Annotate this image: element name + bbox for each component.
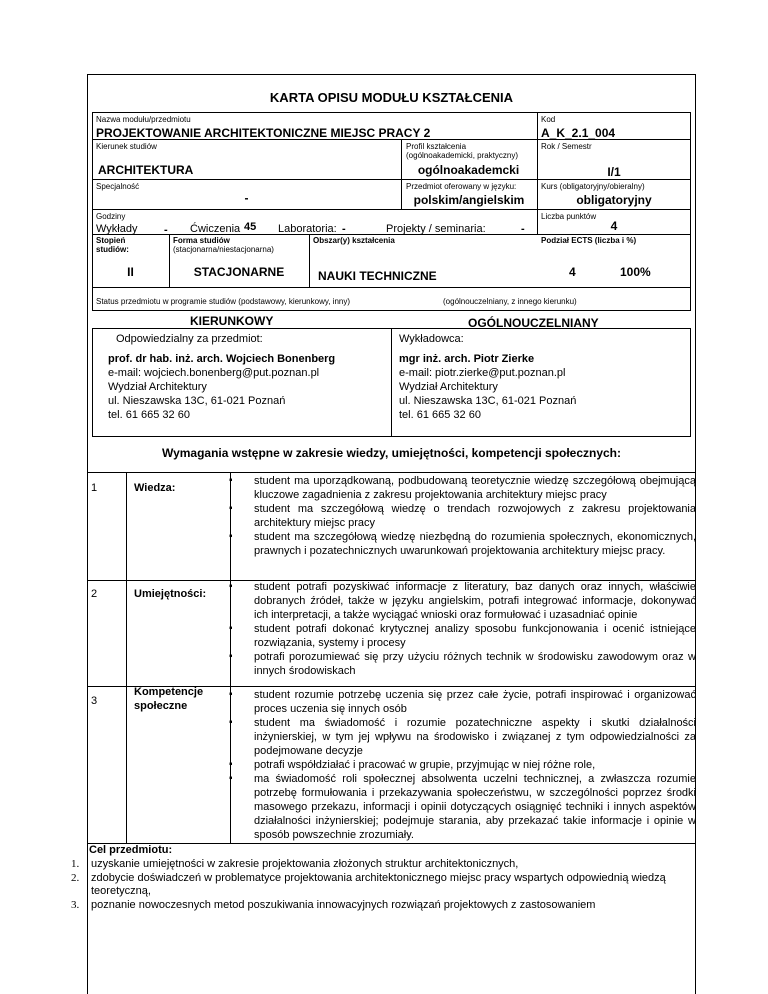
projects-label: Projekty / seminaria: bbox=[386, 223, 486, 235]
status-label: Status przedmiotu w programie studiów (podstawowy, kierunkowy, inny) bbox=[96, 297, 351, 306]
points-label: Liczba punktów bbox=[541, 212, 597, 221]
divider bbox=[92, 209, 691, 210]
req-row-1-list bbox=[236, 474, 696, 558]
degree-value: II bbox=[127, 265, 134, 279]
req-row-2-label: Umiejętności: bbox=[134, 588, 207, 600]
profile-value: ogólnoakademcki bbox=[417, 163, 520, 177]
points-value: 4 bbox=[610, 219, 618, 233]
goal-text: uzyskanie umiejętności w zakresie projektowania złożonych struktur architektonicznych, bbox=[91, 858, 519, 870]
req-row-3-list bbox=[236, 688, 696, 842]
page-title: KARTA OPISU MODUŁU KSZTAŁCENIA bbox=[269, 90, 514, 105]
list-item: ▪ potrafi porozumiewać się przy użyciu różnych technik w środowisku zawodowym oraz w innych środowiskach bbox=[236, 650, 696, 678]
year-value: I/1 bbox=[607, 165, 621, 179]
module-code-value: A_K_2.1_004 bbox=[541, 126, 616, 140]
status-label-2: (ogólnouczelniany, z innego kierunku) bbox=[443, 297, 577, 306]
lab-value: - bbox=[342, 223, 346, 235]
form-label-2: (stacjonarna/niestacjonarna) bbox=[173, 245, 274, 254]
exercises-label: Ćwiczenia bbox=[190, 223, 241, 235]
list-item: ▪ potrafi współdziałać i pracować w grupie, przyjmując w niej różne role, bbox=[236, 758, 696, 772]
responsible-name: prof. dr hab. inż. arch. Wojciech Bonenberg bbox=[108, 353, 336, 365]
lecturer-email: e-mail: piotr.zierke@put.poznan.pl bbox=[399, 367, 566, 379]
form-value: STACJONARNE bbox=[193, 265, 285, 279]
list-item: ▪ student ma szczegółową wiedzę o trendach rozwojowych z zakresu projektowania architektury miejsc pracy bbox=[236, 502, 696, 530]
req-row-2-num: 2 bbox=[91, 588, 98, 600]
divider bbox=[126, 472, 127, 844]
list-item: ▪ student ma szczegółową wiedzę niezbędną do rozumienia społecznych, ekonomicznych, prawnych i pozatechnicznych uwarunkowań projektowania architektury miejsc pracy. bbox=[236, 530, 696, 558]
divider bbox=[391, 328, 392, 437]
divider bbox=[92, 179, 691, 180]
specialty-label: Specjalność bbox=[96, 182, 140, 191]
goal-text: zdobycie doświadczeń w problematyce projektowania architektonicznego miejsc pracy wspartych odpowiednią wiedzą teoretyczną, bbox=[91, 871, 666, 897]
divider bbox=[537, 112, 538, 139]
ects-value: 4 bbox=[569, 265, 576, 279]
lecturer-dept: Wydział Architektury bbox=[399, 381, 498, 393]
goal-item bbox=[71, 898, 691, 913]
year-label: Rok / Semestr bbox=[541, 142, 592, 151]
list-item: ▪ student ma świadomość i rozumie pozatechniczne aspekty i skutki działalności inżynierskiej, w tym jej wpływu na środowisko i związanej z tym odpowiedzialności za podejmowane decyzje bbox=[236, 716, 696, 758]
lecturer-label: Wykładowca: bbox=[399, 333, 464, 345]
responsible-address: ul. Nieszawska 13C, 61-021 Poznań bbox=[108, 395, 286, 407]
area-value: NAUKI TECHNICZNE bbox=[318, 269, 437, 283]
responsible-phone: tel. 61 665 32 60 bbox=[108, 409, 190, 421]
lectures-value: - bbox=[164, 224, 168, 236]
course-type-value: obligatoryjny bbox=[576, 193, 652, 207]
module-code-label: Kod bbox=[541, 115, 556, 124]
list-item: ▪ student ma uporządkowaną, podbudowaną teoretycznie wiedzę szczegółową obejmującą kluczowe zagadnienia z zakresu projektowania architektury miejsc pracy bbox=[236, 474, 696, 502]
goal-text: poznanie nowoczesnych metod poszukiwania innowacyjnych rozwiązań projektowych z zastosowaniem bbox=[91, 898, 596, 911]
degree-label-2: studiów: bbox=[96, 245, 129, 254]
status-value: KIERUNKOWY bbox=[190, 314, 274, 328]
req-row-3-num: 3 bbox=[91, 695, 98, 707]
list-item: ▪ ma świadomość roli społecznej absolwenta uczelni technicznej, a zwłaszcza rozumie potrzebę formułowania i przekazywania społeczeństwu, w szczególności poprzez środki masowego przekazu, informacji i opinii dotyczących osiągnięć techniki i innych aspektów działalności inżynierskiej; podejmuje starania, aby przekazać takie informacje i opinie w sposób powszechnie zrozumiały. bbox=[236, 772, 696, 842]
responsible-label: Odpowiedzialny za przedmiot: bbox=[116, 333, 263, 345]
area-label: Obszar(y) kształcenia bbox=[313, 236, 395, 245]
list-item: ▪ student rozumie potrzebę uczenia się przez całe życie, potrafi inspirować i organizować proces uczenia się innych osób bbox=[236, 688, 696, 716]
lecturer-phone: tel. 61 665 32 60 bbox=[399, 409, 481, 421]
hours-label: Godziny bbox=[96, 212, 126, 221]
profile-label-2: (ogólnoakademicki, praktyczny) bbox=[406, 151, 519, 160]
divider bbox=[309, 234, 310, 287]
exercises-value: 45 bbox=[244, 221, 257, 233]
goal-item bbox=[71, 858, 691, 872]
goal-item bbox=[71, 871, 691, 899]
module-name-value: PROJEKTOWANIE ARCHITEKTONICZNE MIEJSC PRACY 2 bbox=[96, 126, 431, 140]
ects-label: Podział ECTS (liczba i %) bbox=[541, 236, 637, 245]
divider bbox=[169, 234, 170, 287]
req-row-1-num: 1 bbox=[91, 482, 98, 494]
course-type-label: Kurs (obligatoryjny/obieralny) bbox=[541, 182, 645, 191]
projects-value: - bbox=[521, 223, 525, 235]
responsible-email: e-mail: wojciech.bonenberg@put.poznan.pl bbox=[108, 367, 320, 379]
list-item: ▪ student potrafi dokonać krytycznej analizy sposobu funkcjonowania i ocenić istniejące rozwiązania, systemy i procesy bbox=[236, 622, 696, 650]
divider bbox=[92, 234, 691, 235]
field-value: ARCHITEKTURA bbox=[98, 163, 194, 177]
lecturer-details bbox=[399, 352, 576, 422]
ects-percent: 100% bbox=[620, 265, 651, 279]
list-item: ▪ student potrafi pozyskiwać informacje z literatury, baz danych oraz innych, właściwie dobranych źródeł, także w języku angielskim, potrafi integrować informacje, dokonywać ich interpretacji, a także wyciągać wnioski oraz formułować i uzasadniać opinie bbox=[236, 580, 696, 622]
specialty-value: - bbox=[244, 191, 249, 205]
req-row-1-label: Wiedza: bbox=[134, 482, 176, 494]
lab-label: Laboratoria: bbox=[278, 223, 337, 235]
responsible-dept: Wydział Architektury bbox=[108, 381, 207, 393]
req-row-3-label-2: społeczne bbox=[134, 700, 188, 712]
responsible-details bbox=[108, 352, 335, 422]
lectures-label: Wykłady bbox=[96, 223, 138, 235]
language-value: polskim/angielskim bbox=[413, 193, 525, 207]
goals-heading: Cel przedmiotu: bbox=[89, 844, 173, 856]
divider bbox=[92, 139, 691, 140]
lecturer-address: ul. Nieszawska 13C, 61-021 Poznań bbox=[399, 395, 577, 407]
profile-label-1: Profil kształcenia bbox=[406, 142, 467, 151]
goal-num: 1. bbox=[71, 858, 80, 870]
module-name-label: Nazwa modułu/przedmiotu bbox=[96, 115, 191, 124]
degree-label-1: Stopień bbox=[96, 236, 126, 245]
language-label: Przedmiot oferowany w języku: bbox=[406, 182, 517, 191]
status-value-2: OGÓLNOUCZELNIANY bbox=[468, 316, 599, 330]
req-row-3-label-1: Kompetencje bbox=[134, 686, 204, 698]
goal-num: 2. bbox=[71, 871, 80, 884]
field-label: Kierunek studiów bbox=[96, 142, 157, 151]
divider bbox=[92, 287, 691, 288]
form-label-1: Forma studiów bbox=[173, 236, 230, 245]
goals-list bbox=[71, 858, 691, 912]
req-row-2-list bbox=[236, 580, 696, 678]
goal-num: 3. bbox=[71, 898, 80, 911]
requirements-heading: Wymagania wstępne w zakresie wiedzy, umiejętności, kompetencji społecznych: bbox=[161, 446, 622, 460]
lecturer-name: mgr inż. arch. Piotr Zierke bbox=[399, 353, 535, 365]
